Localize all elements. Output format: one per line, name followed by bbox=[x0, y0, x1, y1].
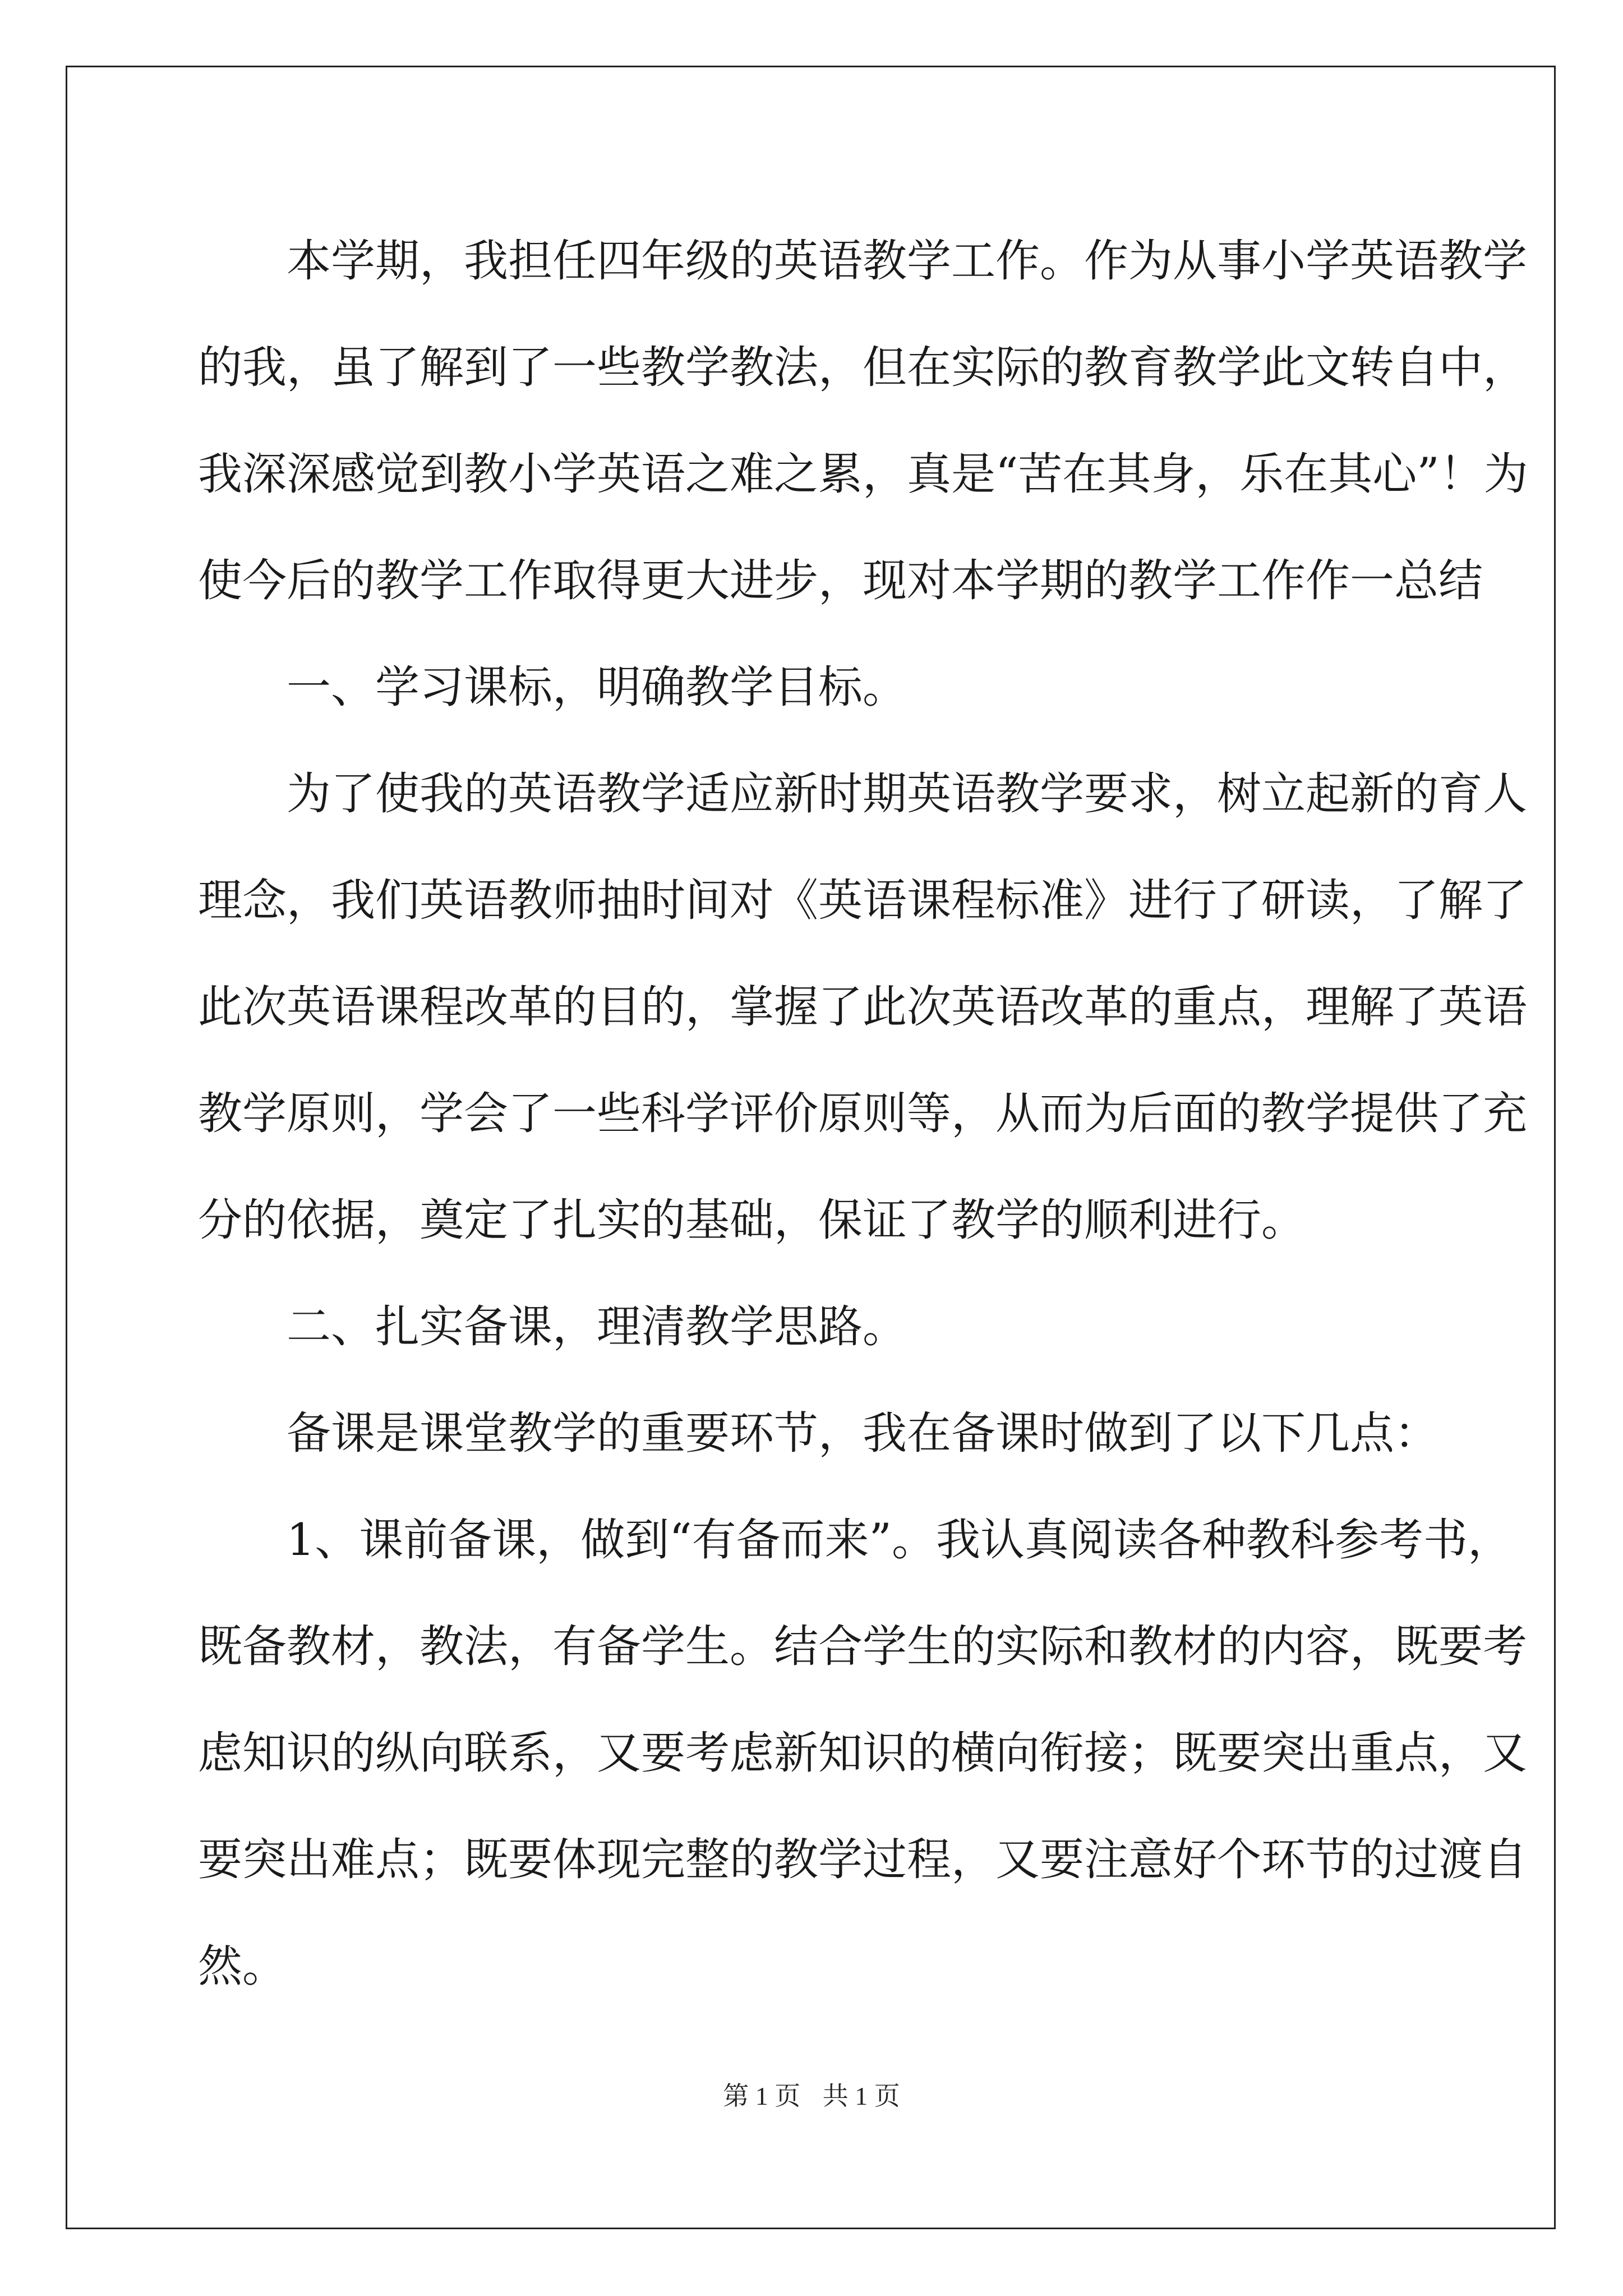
paragraph-line: 备课是课堂教学的重要环节，我在备课时做到了以下几点： bbox=[287, 1407, 1438, 1459]
paragraph-line: 分的依据，奠定了扎实的基础，保证了教学的顺利进行。 bbox=[198, 1194, 1306, 1246]
paragraph-line: 我深深感觉到教小学英语之难之累，真是“苦在其身，乐在其心”！为 bbox=[198, 448, 1528, 500]
paragraph-line: 理念，我们英语教师抽时间对《英语课程标准》进行了研读，了解了 bbox=[198, 875, 1527, 926]
paragraph-line: 的我，虽了解到了一些教学教法，但在实际的教育教学此文转自中， bbox=[198, 342, 1527, 393]
paragraph-line: 要突出难点；既要体现完整的教学过程，又要注意好个环节的过渡自 bbox=[198, 1834, 1527, 1885]
paragraph-line: 既备教材，教法，有备学生。结合学生的实际和教材的内容，既要考 bbox=[198, 1621, 1527, 1672]
paragraph-line: 然。 bbox=[198, 1940, 287, 1992]
page-total: 共 1 页 bbox=[822, 2082, 900, 2110]
section-heading: 二、扎实备课，理清教学思路。 bbox=[287, 1301, 907, 1352]
paragraph-line: 本学期，我担任四年级的英语教学工作。作为从事小学英语教学 bbox=[287, 235, 1527, 287]
section-heading: 一、学习课标，明确教学目标。 bbox=[287, 661, 907, 713]
paragraph-line: 使今后的教学工作取得更大进步，现对本学期的教学工作作一总结 bbox=[198, 555, 1483, 606]
paragraph-line: 1、课前备课，做到“有备而来”。我认真阅读各种教科参考书， bbox=[287, 1514, 1513, 1566]
paragraph-line: 虑知识的纵向联系，又要考虑新知识的横向衔接；既要突出重点，又 bbox=[198, 1727, 1527, 1779]
page-number: 第 1 页 bbox=[723, 2082, 801, 2110]
paragraph-line: 此次英语课程改革的目的，掌握了此次英语改革的重点，理解了英语 bbox=[198, 981, 1527, 1033]
paragraph-line: 教学原则，学会了一些科学评价原则等，从而为后面的教学提供了充 bbox=[198, 1088, 1527, 1139]
document-body bbox=[198, 208, 1528, 2019]
paragraph-line: 为了使我的英语教学适应新时期英语教学要求，树立起新的育人 bbox=[287, 768, 1527, 820]
page-footer bbox=[0, 2076, 1623, 2113]
